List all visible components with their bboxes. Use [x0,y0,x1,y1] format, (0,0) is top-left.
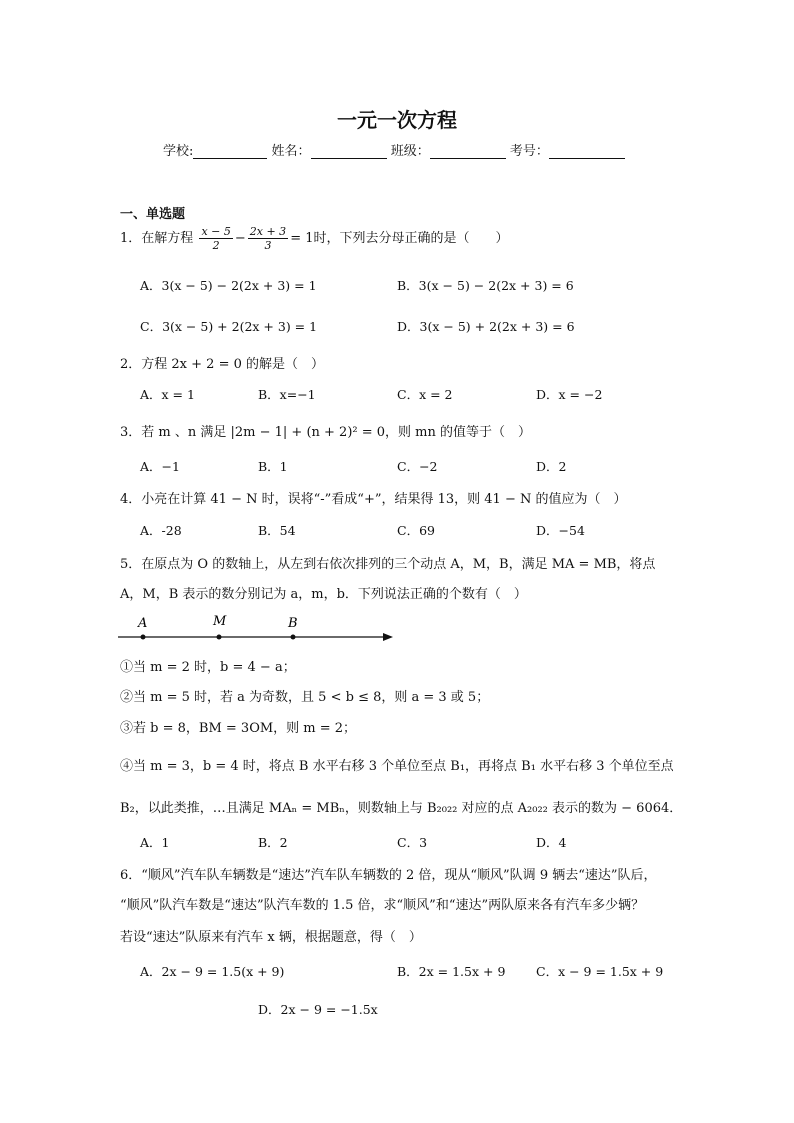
q5-statement-1: ①当 m = 2 时，b = 4 − a； [120,660,296,675]
question-6-line-3: 若设“速达”队原来有汽车 x 辆，根据题意，得（ ） [120,930,422,945]
circled-2: ② [120,690,134,705]
q5-option-c[interactable]: C．3 [397,835,428,850]
point-a-label: A [138,616,148,631]
q1-pre-text: 在解方程 [141,231,194,246]
q2-option-a[interactable]: A．x = 1 [140,387,195,402]
class-blank[interactable] [430,144,506,159]
point-a-dot [141,635,146,640]
q4-option-d[interactable]: D．−54 [536,523,585,538]
q6-option-a[interactable]: A．2x − 9 = 1.5(x + 9) [140,964,285,979]
q1-number: 1． [120,231,142,246]
question-2-stem: 2．方程 2x + 2 = 0 的解是（ ） [120,357,324,372]
q1-fraction-2: $\frac{2x + 3}{3}$ [249,225,287,252]
q1-fraction-1: $\frac{x - 5}{2}$ [201,225,231,252]
circled-1: ① [120,660,134,675]
number-label: 考号： [509,144,549,159]
question-3-stem: 3．若 m 、n 满足 |2m − 1| + (n + 2)² = 0，则 mn 的值等于（ ） [120,425,531,440]
school-label: 学校: [163,144,194,159]
q3-option-a[interactable]: A．−1 [140,459,180,474]
question-5-line-2: A，M，B 表示的数分别记为 a，m，b．下列说法正确的个数有（ ） [120,587,527,602]
circled-4: ④ [120,759,134,774]
q1-option-a[interactable]: A．3(x − 5) − 2(2x + 3) = 1 [140,278,317,293]
q2-option-c[interactable]: C．x = 2 [397,387,453,402]
q4-option-a[interactable]: A．-28 [140,523,182,538]
q3-option-d[interactable]: D．2 [536,459,567,474]
question-5-line-1: 5．在原点为 O 的数轴上，从左到右依次排列的三个动点 A，M，B，满足 MA = MB，将点 [120,557,656,572]
name-label: 姓名： [271,144,311,159]
q5-option-a[interactable]: A．1 [140,835,170,850]
point-m-label: M [213,614,227,629]
q6-option-b[interactable]: B．2x = 1.5x + 9 [397,964,506,979]
q5-statement-4a: ④当 m = 3，b = 4 时，将点 B 水平右移 3 个单位至点 B₁，再将点 B₁ 水平右移 3 个单位至点 [120,759,674,774]
number-line-figure [115,610,400,650]
question-6-line-1: 6．“顺风”汽车队车辆数是“速达”汽车队车辆数的 2 倍，现从“顺风”队调 9 辆去“速达”队后， [120,868,657,883]
number-blank[interactable] [549,144,625,159]
school-blank[interactable] [193,144,267,159]
q6-option-c[interactable]: C．x − 9 = 1.5x + 9 [536,964,664,979]
axis-arrow-icon [383,633,393,641]
q2-option-b[interactable]: B．x=−1 [258,387,316,402]
question-6-line-2: “顺风”队汽车数是“速达”队汽车数的 1.5 倍，求“顺风”和“速达”两队原来各有汽车多少辆？ [120,898,645,913]
q4-option-b[interactable]: B．54 [258,523,296,538]
question-4-stem: 4．小亮在计算 41 − N 时，误将“-”看成“+”，结果得 13，则 41 − N 的值应为（ ） [120,492,627,507]
q2-option-d[interactable]: D．x = −2 [536,387,603,402]
q4-option-c[interactable]: C．69 [397,523,435,538]
q3-option-b[interactable]: B．1 [258,459,288,474]
q5-statement-3: ③若 b = 8，BM = 3OM，则 m = 2； [120,721,357,736]
point-b-label: B [288,616,298,631]
class-label: 班级： [390,144,430,159]
page-title: 一元一次方程 [337,108,457,132]
q3-option-c[interactable]: C．−2 [397,459,438,474]
student-info-line [163,140,625,159]
q1-option-c[interactable]: C．3(x − 5) + 2(2x + 3) = 1 [140,319,318,334]
q1-equals: = 1 [290,231,314,246]
q5-option-b[interactable]: B．2 [258,835,288,850]
q1-minus: − [234,231,246,246]
q5-option-d[interactable]: D．4 [536,835,567,850]
q1-option-b[interactable]: B．3(x − 5) − 2(2x + 3) = 6 [397,278,574,293]
q5-statement-2: ②当 m = 5 时，若 a 为奇数，且 5 < b ≤ 8，则 a = 3 或 5； [120,690,490,705]
q5-statement-4b: B₂，以此类推，…且满足 MAₙ = MBₙ，则数轴上与 B₂₀₂₂ 对应的点 A₂₀₂₂ 表示的数为 − 6064． [120,801,683,816]
point-m-dot [217,635,222,640]
name-blank[interactable] [311,144,387,159]
circled-3: ③ [120,721,134,736]
point-b-dot [291,635,296,640]
question-1-stem [120,225,509,252]
q1-post-text: 时，下列去分母正确的是（ ） [313,231,509,246]
section-heading: 一、单选题 [120,207,186,222]
q1-option-d[interactable]: D．3(x − 5) + 2(2x + 3) = 6 [397,319,575,334]
q6-option-d[interactable]: D．2x − 9 = −1.5x [258,1002,378,1017]
